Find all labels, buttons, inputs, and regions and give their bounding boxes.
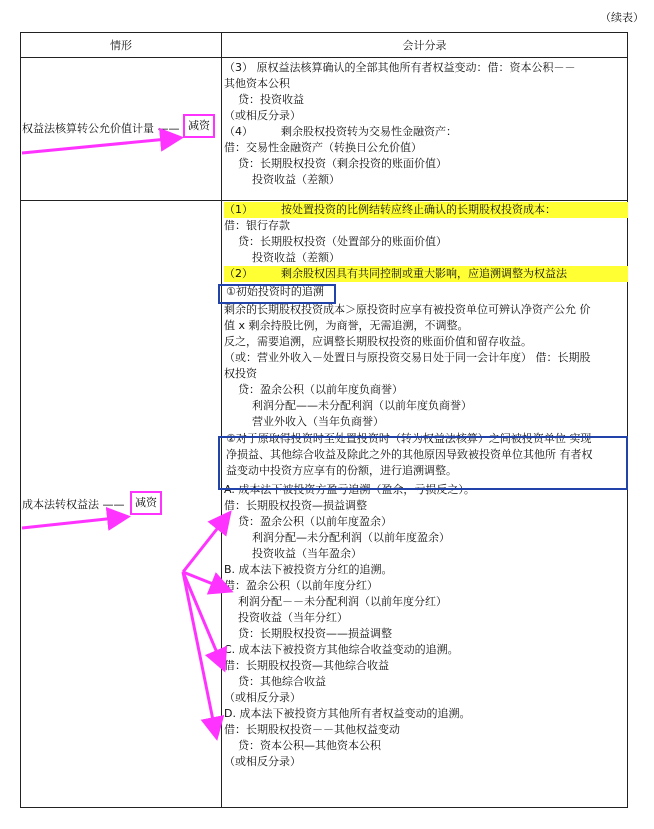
header-entries: 会计分录 — [222, 33, 628, 58]
highlight-step2: （2） 剩余股权因具有共同控制或重大影响，应追溯调整为权益法 — [224, 266, 628, 282]
entry-line: 投资收益（当年盈余） — [224, 547, 362, 560]
section2-tag: 减资 — [130, 491, 162, 515]
entry-line: 借：交易性金融资产（转换日公允价值） — [224, 141, 422, 154]
entry-line: C. 成本法下被投资方其他综合收益变动的追溯。 — [224, 643, 459, 656]
entry-line: 利润分配——未分配利润（以前年度负商誉） — [224, 399, 472, 412]
entry-line: 权投资 — [224, 367, 257, 380]
entry-line: 值 x 剩余持股比例，为商誉，无需追溯，不调整。 — [224, 319, 469, 332]
entry-line: 剩余的长期股权投资成本＞原投资时应享有被投资单位可辨认净资产公允 价 — [224, 303, 591, 316]
entry-line: 净损益、其他综合收益及除此之外的其他原因导致被投资单位其他所 有者权 — [226, 448, 593, 461]
entry-line: 投资收益（差额） — [224, 251, 340, 264]
entry-line: （4） 剩余股权投资转为交易性金融资产： — [224, 125, 457, 138]
section1-label: 权益法核算转公允价值计量 —— — [22, 122, 180, 135]
entry-line: （或相反分录） — [224, 691, 301, 704]
entry-line: 借：银行存款 — [224, 219, 290, 232]
entry-line: A. 成本法下被投资方盈亏追溯（盈余，亏损反之）。 — [224, 483, 475, 496]
entry-line: B. 成本法下被投资方分红的追溯。 — [224, 563, 393, 576]
subheading-initial: ①初始投资时的追溯 — [226, 285, 324, 298]
entry-line: 贷：资本公积—其他资本公积 — [224, 739, 381, 752]
entry-line: （3） 原权益法核算确认的全部其他所有者权益变动：借：资本公积－－ — [224, 61, 576, 74]
entry-line: D. 成本法下被投资方其他所有者权益变动的追溯。 — [224, 707, 471, 720]
entry-line: 其他资本公积 — [224, 77, 290, 90]
entry-line: 营业外收入（当年负商誉） — [224, 415, 384, 428]
header-situation: 情形 — [21, 33, 222, 58]
entry-line: （或相反分录） — [224, 109, 301, 122]
subsequent-adjustment-box — [218, 436, 628, 490]
entry-line: 利润分配—未分配利润（以前年度盈余） — [224, 531, 450, 544]
entry-line: 借：长期股权投资—其他综合收益 — [224, 659, 389, 672]
section1-entries — [224, 60, 576, 188]
section1-tag: 减资 — [183, 114, 215, 138]
entry-line: 借：盈余公积（以前年度分红） — [224, 579, 378, 592]
entry-line: 贷：盈余公积（以前年度负商誉） — [224, 383, 403, 396]
highlight-step1: （1） 按处置投资的比例结转应终止确认的长期股权投资成本： — [224, 202, 628, 218]
entry-line: （或：营业外收入－处置日与原投资交易日处于同一会计年度） 借：长期股 — [224, 351, 591, 364]
entry-line: 贷：投资收益 — [224, 93, 304, 106]
entry-line: 贷：长期股权投资（剩余投资的账面价值） — [224, 157, 447, 170]
entry-line: ②对于原取得投资时至处置投资时（转为权益法核算）之间被投资单位 实现 — [226, 432, 592, 445]
entry-line: 反之，需要追溯，应调整长期股权投资的账面价值和留存收益。 — [224, 335, 532, 348]
entry-line: 借：长期股权投资—损益调整 — [224, 499, 367, 512]
initial-investment-box — [218, 284, 336, 304]
entry-line: 借：长期股权投资－－其他权益变动 — [224, 723, 400, 736]
header-row — [21, 33, 628, 58]
entry-line: 贷：盈余公积（以前年度盈余） — [224, 515, 392, 528]
entry-line: 贷：长期股权投资（处置部分的账面价值） — [224, 235, 447, 248]
entry-line: （或相反分录） — [224, 755, 301, 768]
entry-line: 利润分配－－未分配利润（以前年度分红） — [224, 595, 447, 608]
entry-line: 投资收益（当年分红） — [224, 611, 348, 624]
entry-line: 益变动中投资方应享有的份额，进行追溯调整。 — [226, 464, 457, 477]
entry-line: 投资收益（差额） — [224, 173, 340, 186]
entry-line: 贷：其他综合收益 — [224, 675, 326, 688]
continued-label: （续表） — [600, 11, 644, 24]
section2-label: 成本法转权益法 —— — [22, 498, 125, 511]
entry-line: 贷：长期股权投资——损益调整 — [224, 627, 392, 640]
